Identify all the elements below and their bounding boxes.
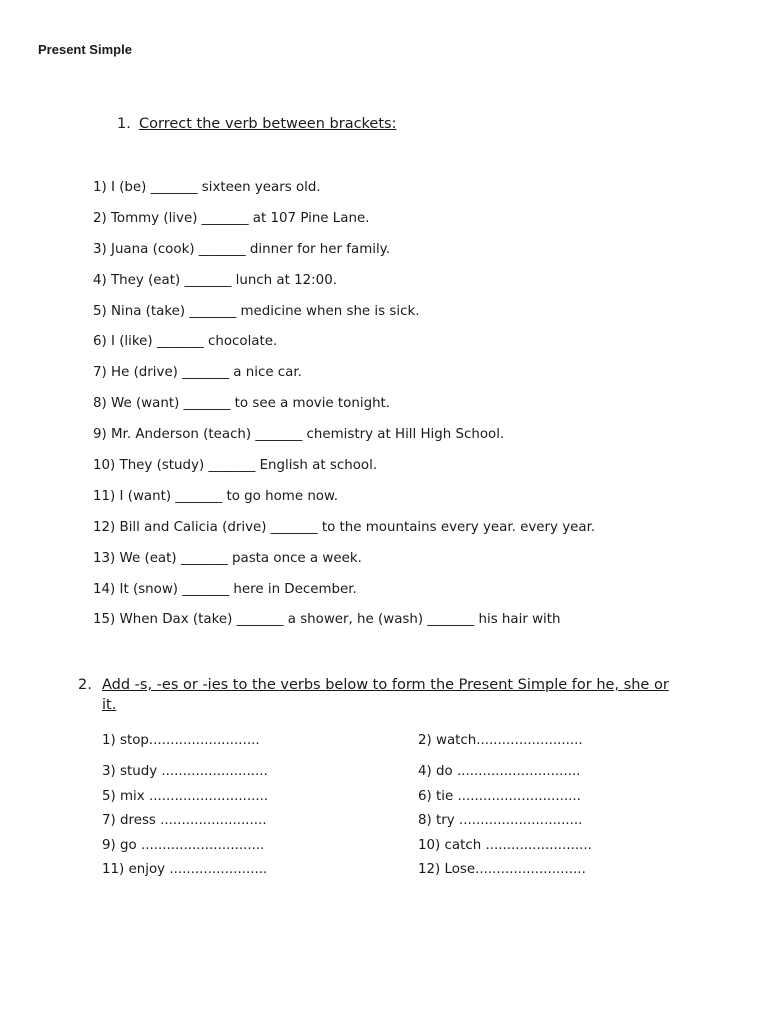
list-item: 4) They (eat) _______ lunch at 12:00.: [93, 272, 337, 288]
list-item: 12) Bill and Calicia (drive) _______ to the mountains every year. every year.: [93, 519, 596, 535]
sentence-list: [93, 180, 595, 643]
verb-item: 7) dress .........................: [102, 813, 267, 828]
list-item: 13) We (eat) _______ pasta once a week.: [93, 550, 362, 566]
verb-row: [102, 862, 662, 887]
list-item: 1) I (be) _______ sixteen years old.: [93, 180, 321, 195]
verb-item: 8) try .............................: [418, 813, 583, 828]
list-item: 3) Juana (cook) _______ dinner for her family.: [93, 241, 390, 257]
verb-item: 12) Lose..........................: [418, 862, 586, 877]
verb-row: [102, 838, 662, 863]
verb-item: 10) catch .........................: [418, 837, 592, 853]
verb-item: 2) watch.........................: [418, 733, 583, 748]
verb-item: 6) tie .............................: [418, 788, 581, 804]
section-1-heading: [117, 116, 396, 132]
verb-item: 9) go .............................: [102, 837, 265, 853]
section-2-title: Add -s, -es or -ies to the verbs below to form the Present Simple for he, she or it.: [102, 677, 669, 713]
verb-item: 1) stop..........................: [102, 733, 260, 748]
verb-row: [102, 813, 662, 838]
list-item: 11) I (want) _______ to go home now.: [93, 488, 338, 504]
list-item: 8) We (want) _______ to see a movie tonight.: [93, 396, 391, 412]
section-2-heading: [78, 675, 678, 715]
list-item: 6) I (like) _______ chocolate.: [93, 334, 278, 350]
list-item: 7) He (drive) _______ a nice car.: [93, 365, 302, 381]
verb-item: 4) do .............................: [418, 764, 581, 779]
list-item: 10) They (study) _______ English at school.: [93, 458, 378, 474]
verb-row: [102, 764, 662, 789]
list-item: 14) It (snow) _______ here in December.: [93, 581, 357, 597]
section-2-number: 2.: [78, 677, 92, 693]
verb-item: 11) enjoy .......................: [102, 862, 268, 877]
section-1-number: 1.: [117, 116, 131, 132]
verb-item: 3) study .........................: [102, 764, 268, 779]
verb-grid: [102, 733, 662, 887]
list-item: 15) When Dax (take) _______ a shower, he (wash) _______ his hair with: [93, 612, 561, 628]
list-item: 9) Mr. Anderson (teach) _______ chemistry at Hill High School.: [93, 427, 505, 443]
page-title: Present Simple: [38, 42, 132, 57]
list-item: 2) Tommy (live) _______ at 107 Pine Lane.: [93, 210, 370, 226]
verb-row: [102, 789, 662, 814]
verb-item: 5) mix ............................: [102, 788, 269, 804]
verb-row: [102, 733, 662, 764]
list-item: 5) Nina (take) _______ medicine when she is sick.: [93, 303, 420, 319]
section-1-title: Correct the verb between brackets:: [139, 116, 397, 132]
